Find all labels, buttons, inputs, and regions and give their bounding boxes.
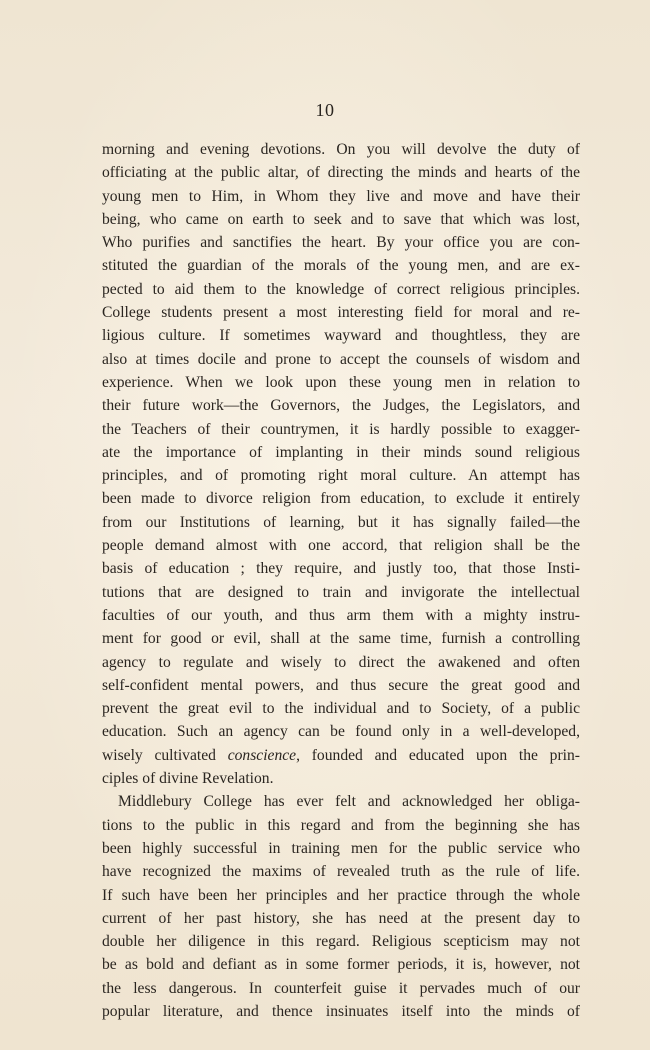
text-segment: wisely cultivated [102,746,228,764]
text-line: prevent the great evil to the individual and to Society, of a public [102,700,580,718]
text-line: the Teachers of their countrymen, it is hardly possible to exagger- [102,420,580,438]
text-line: stituted the guardian of the morals of the young men, and are ex- [102,257,580,275]
text-line: double her diligence in this regard. Religious scepticism may not [102,933,580,951]
text-line: been highly successful in training men for the public service who [102,839,580,857]
text-segment: , founded and educated upon the prin- [296,746,580,764]
text-line: self-confident mental powers, and thus secure the great good and [102,676,580,694]
italic-word: conscience [227,746,297,764]
text-line: have recognized the maxims of revealed truth as the rule of life. [102,863,580,881]
text-line: young men to Him, in Whom they live and move and have their [102,187,580,205]
text-line: ligious culture. If sometimes wayward and thoughtless, they are [102,327,580,345]
text-line: Middlebury College has ever felt and acknowledged her obliga- [118,793,580,811]
text-line: agency to regulate and wisely to direct the awakened and often [102,653,580,671]
text-line: education. Such an agency can be found only in a well-developed, [102,723,580,741]
text-line: been made to divorce religion from education, to exclude it entirely [102,490,580,508]
text-line: basis of education ; they require, and justly too, that those Insti- [102,560,580,578]
text-line: pected to aid them to the knowledge of correct religious principles. [102,280,580,298]
page-number: 10 [315,100,335,120]
text-line: principles, and of promoting right moral culture. An attempt has [102,467,580,485]
text-line: morning and evening devotions. On you will devolve the duty of [102,141,580,158]
text-line [102,744,580,767]
text-line: people demand almost with one accord, that religion shall be the [102,537,580,555]
text-line: ate the importance of implanting in their minds sound religious [102,443,580,461]
text-line: current of her past history, she has need at the present day to [102,909,580,927]
text-line: their future work—the Governors, the Judges, the Legislators, and [102,397,580,415]
text-line: be as bold and defiant as in some former periods, it is, however, not [102,956,580,974]
text-line: If such have been her principles and her practice through the whole [102,886,580,904]
text-line: ciples of divine Revelation. [102,770,274,788]
text-line: ment for good or evil, shall at the same time, furnish a controlling [102,630,580,648]
text-line: tutions that are designed to train and invigorate the intellectual [102,583,580,601]
text-line: being, who came on earth to seek and to save that which was lost, [102,210,580,228]
body-text [102,138,580,1023]
text-line: College students present a most interesting field for moral and re- [102,304,580,322]
text-line: from our Institutions of learning, but it has signally failed—the [102,513,580,531]
text-line: Who purifies and sanctifies the heart. By your office you are con- [102,234,580,252]
text-line: experience. When we look upon these young men in relation to [102,373,580,391]
text-line: popular literature, and thence insinuates itself into the minds of [102,1002,580,1020]
text-line: also at times docile and prone to accept the counsels of wisdom and [102,350,580,368]
text-line: tions to the public in this regard and from the beginning she has [102,816,580,834]
text-line: officiating at the public altar, of directing the minds and hearts of the [102,164,580,182]
text-line: the less dangerous. In counterfeit guise it pervades much of our [102,979,580,997]
text-line: faculties of our youth, and thus arm them with a mighty instru- [102,606,580,624]
